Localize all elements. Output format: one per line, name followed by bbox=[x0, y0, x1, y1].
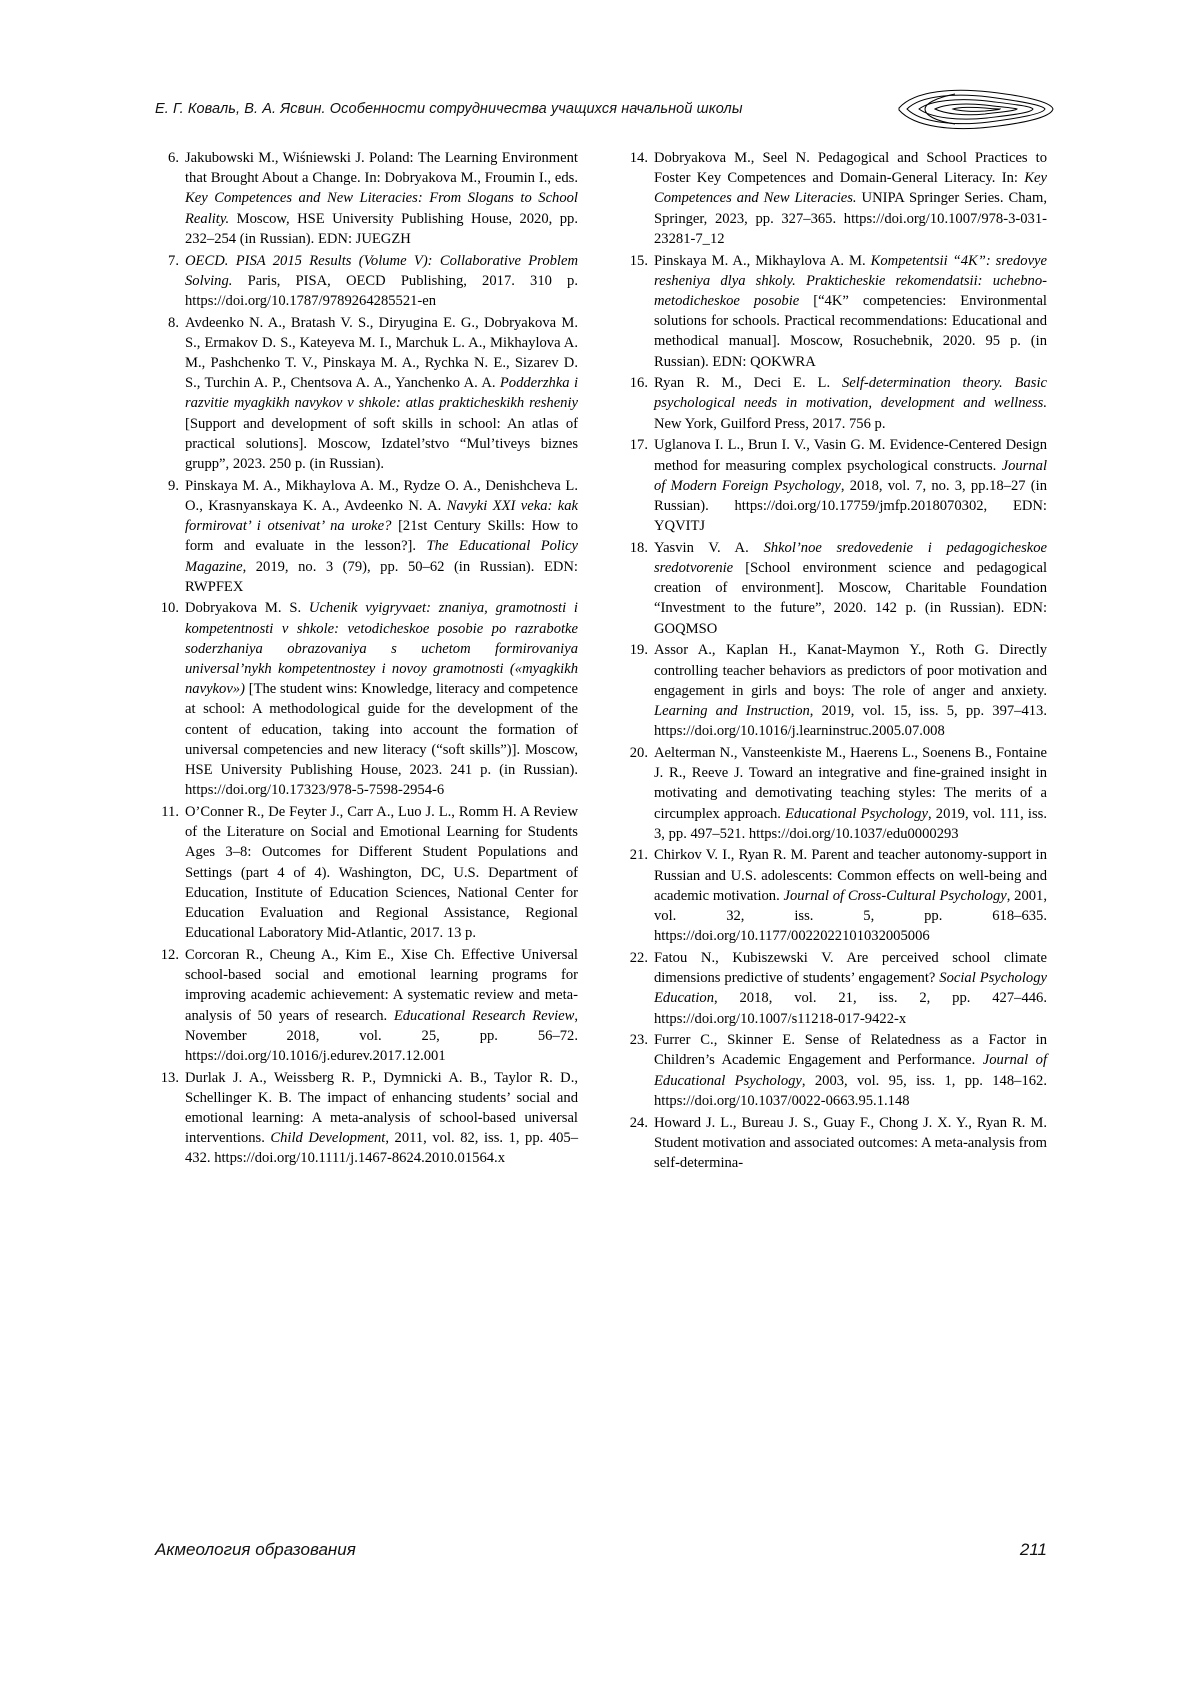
reference-text bbox=[654, 540, 1047, 637]
reference-number: 16. bbox=[629, 375, 648, 392]
reference-number: 14. bbox=[629, 150, 648, 166]
reference-text-segment: , 2018, vol. 21, iss. 2, pp. 427–446. https://doi.org/10.1007/s11218-017-9422-x bbox=[654, 990, 1047, 1027]
reference-text-segment: Avdeenko N. A., Bratash V. S., Diryugina E. G., Dobryakova M. S., Ermakov D. S., Kateyeva M. I., Marchuk L. A., Mikhaylova A. M., Pashchenko T. V., Pinskaya M. A., Rychka N. E., Sizarev D. S., Turchin A. P., Chentsova A. A., Yanchenko A. A. bbox=[185, 314, 578, 392]
reference-number: 23. bbox=[629, 1032, 648, 1049]
reference-text bbox=[185, 150, 578, 247]
reference-text bbox=[654, 950, 1047, 1027]
reference-list-right bbox=[624, 148, 1047, 1173]
reference-item bbox=[624, 1113, 1047, 1174]
reference-text-segment: Jakubowski M., Wiśniewski J. Poland: The Learning Environment that Brought About a Change. In: Dobryakova M., Froumin I., eds. bbox=[185, 150, 578, 187]
reference-text bbox=[654, 375, 1047, 431]
reference-text-segment: , 2001, vol. 32, iss. 5, pp. 618–635. https://doi.org/10.1177/0022022101032005006 bbox=[654, 887, 1047, 945]
reference-item bbox=[624, 148, 1047, 249]
reference-text bbox=[654, 150, 1047, 247]
reference-item bbox=[155, 945, 578, 1066]
reference-item bbox=[624, 640, 1047, 741]
reference-item bbox=[624, 538, 1047, 639]
reference-title-italic: Self-determination theory. Basic psychological needs in motivation, development and wellness. bbox=[654, 375, 1047, 412]
reference-text bbox=[185, 1070, 578, 1167]
reference-title-italic: Child Development bbox=[270, 1130, 386, 1147]
reference-item bbox=[624, 1030, 1047, 1111]
reference-text-segment: Fatou N., Kubiszewski V. Are perceived school climate dimensions predictive of students’ engagement? bbox=[654, 949, 1047, 987]
reference-text-segment: , 2011, vol. 82, iss. 1, pp. 405–432. https://doi.org/10.1111/j.1467-8624.2010.01564.x bbox=[185, 1130, 579, 1167]
reference-item bbox=[624, 251, 1047, 372]
reference-text-segment: Paris, PISA, OECD Publishing, 2017. 310 p. https://doi.org/10.1787/9789264285521-en bbox=[185, 272, 578, 309]
reference-title-italic: Learning and Instruction bbox=[654, 702, 810, 719]
reference-title-italic: Journal of Educational Psychology bbox=[654, 1052, 1047, 1089]
reference-item bbox=[155, 1068, 578, 1169]
reference-number: 12. bbox=[160, 946, 179, 963]
reference-text-segment: O’Conner R., De Feyter J., Carr A., Luo J. L., Romm H. A Review of the Literature on Social and Emotional Learning for Students Ages 3–8: Outcomes for Different Student Populations and Settings (part 4 of 4). Washington, DC, U.S. Department of Education, Institute of Education Sciences, National Center for Education Evaluation and Regional Assistance, Regional Educational Laboratory Mid-Atlantic, 2017. 13 p. bbox=[185, 804, 578, 942]
reference-title-italic: Kompetentsii “4K”: sredovye resheniya dlya shkoly. Prakticheskie rekomendatsii: uchebno-metodicheskoe posobie bbox=[654, 252, 1047, 309]
reference-text-segment: Moscow, HSE University Publishing House, 2020, pp. 232–254 (in Russian). EDN: JUEGZH bbox=[185, 210, 578, 247]
reference-number: 11. bbox=[161, 804, 179, 820]
reference-title-italic: Podderzhka i razvitie myagkikh navykov v shkole: atlas prakticheskikh resheniy bbox=[185, 375, 579, 412]
reference-text-segment: , 2019, vol. 111, iss. 3, pp. 497–521. https://doi.org/10.1037/edu0000293 bbox=[654, 805, 1047, 842]
reference-text-segment: Dobryakova M., Seel N. Pedagogical and School Practices to Foster Key Competences and Domain-General Literacy. In: bbox=[654, 150, 1047, 187]
reference-item bbox=[155, 251, 578, 312]
reference-text-segment: New York, Guilford Press, 2017. 756 p. bbox=[654, 415, 886, 432]
reference-number: 18. bbox=[629, 539, 648, 556]
footer-journal-name: Акмеология образования bbox=[155, 1540, 356, 1559]
reference-title-italic: Key Competences and New Literacies: From Slogans to School Reality. bbox=[185, 190, 578, 227]
reference-number: 7. bbox=[168, 252, 179, 269]
reference-text-segment: [The student wins: Knowledge, literacy and competence at school: A methodological guide for the development of the content of education, taking into account the formation of universal competencies and new literacy (“soft skills”)]. Moscow, HSE University Publishing House, 2023. 241 p. (in Russian). https://doi.org/10.17323/978-5-7598-2954-6 bbox=[185, 681, 578, 799]
running-head-title: Е. Г. Коваль, В. А. Ясвин. Особенности сотрудничества учащихся начальной школы bbox=[155, 101, 743, 117]
reference-number: 15. bbox=[629, 252, 648, 269]
reference-text-segment: Pinskaya M. A., Mikhaylova A. M., Rydze O. A., Denishcheva L. O., Krasnyanskaya K. A., Avdeenko N. A. bbox=[185, 477, 578, 514]
reference-number: 19. bbox=[629, 642, 648, 659]
reference-text-segment: Howard J. L., Bureau J. S., Guay F., Chong J. X. Y., Ryan R. M. Student motivation and associated outcomes: A meta-analysis from self-determina- bbox=[654, 1114, 1047, 1171]
page-footer bbox=[155, 1540, 1047, 1560]
reference-number: 20. bbox=[629, 744, 648, 761]
reference-number: 17. bbox=[629, 437, 648, 454]
reference-title-italic: Social Psychology Education bbox=[654, 970, 1047, 1007]
reference-title-italic: Navyki XXI veka: kak formirovat’ i otsenivat’ na uroke? bbox=[185, 497, 579, 535]
reference-item bbox=[624, 948, 1047, 1029]
reference-text bbox=[185, 253, 578, 309]
reference-title-italic: Educational Research Review bbox=[393, 1007, 575, 1024]
reference-text bbox=[185, 478, 578, 595]
reference-title-italic: Uchenik vyigryvaet: znaniya, gramotnosti i kompetentnosti v shkole: vetodicheskoe posobie po razrabotke soderzhaniya obrazovaniya s uchetom formirovaniya universal’nykh kompetentnostey i novoy gramotnosti («myagkikh navykov») bbox=[185, 600, 578, 698]
reference-text bbox=[654, 1115, 1047, 1171]
reference-text bbox=[654, 745, 1047, 842]
reference-text bbox=[185, 804, 578, 941]
reference-text-segment: Pinskaya M. A., Mikhaylova A. M. bbox=[654, 252, 871, 269]
reference-item bbox=[155, 802, 578, 943]
reference-text-segment: , 2003, vol. 95, iss. 1, pp. 148–162. https://doi.org/10.1037/0022-0663.95.1.148 bbox=[654, 1072, 1047, 1109]
reference-title-italic: Educational Psychology bbox=[785, 805, 928, 822]
reference-number: 13. bbox=[160, 1069, 179, 1086]
reference-columns bbox=[155, 148, 1047, 1175]
reference-text bbox=[185, 600, 578, 798]
reference-text-segment: Dobryakova M. S. bbox=[185, 600, 309, 617]
reference-text-segment: Chirkov V. I., Ryan R. M. Parent and teacher autonomy-support in Russian and U.S. adolescents: Common effects on well-being and academic motivation. bbox=[654, 847, 1047, 904]
reference-text-segment: , 2018, vol. 7, no. 3, pp.18–27 (in Russian). https://doi.org/10.17759/jmfp.2018070302, EDN: YQVITJ bbox=[654, 477, 1047, 535]
reference-column-left bbox=[155, 148, 578, 1175]
running-head bbox=[155, 88, 1055, 130]
reference-text-segment: Corcoran R., Cheung A., Kim E., Xise Ch. Effective Universal school-based social and emotional learning programs for improving academic achievement: A systematic review and meta-analysis of 50 years of research. bbox=[185, 946, 578, 1024]
reference-text-segment: [21st Century Skills: How to form and evaluate in the lesson?]. bbox=[185, 518, 578, 555]
reference-item bbox=[155, 598, 578, 800]
reference-number: 24. bbox=[629, 1114, 648, 1131]
reference-title-italic: The Educational Policy Magazine bbox=[185, 538, 578, 575]
reference-item bbox=[624, 743, 1047, 844]
reference-text-segment: [Support and development of soft skills in school: An atlas of practical solutions]. Moscow, Izdatel’stvo “Mul’tiveys biznes grupp”, 2023. 250 p. (in Russian). bbox=[185, 415, 578, 473]
decorative-swirl-ornament bbox=[895, 88, 1055, 130]
reference-item bbox=[624, 373, 1047, 434]
reference-number: 21. bbox=[629, 847, 648, 864]
reference-title-italic: Key Competences and New Literacies. bbox=[654, 170, 1047, 207]
reference-text-segment: Yasvin V. A. bbox=[654, 539, 764, 556]
reference-title-italic: Shkol’noe sredovedenie i pedagogicheskoe sredotvorenie bbox=[654, 539, 1047, 577]
reference-text bbox=[185, 947, 578, 1064]
reference-text-segment: , 2019, vol. 15, iss. 5, pp. 397–413. https://doi.org/10.1016/j.learninstruc.2005.07.008 bbox=[654, 702, 1047, 740]
reference-text-segment: , November 2018, vol. 25, pp. 56–72. https://doi.org/10.1016/j.edurev.2017.12.001 bbox=[185, 1007, 578, 1064]
reference-title-italic: Journal of Modern Foreign Psychology bbox=[654, 457, 1047, 494]
reference-text-segment: [“4K” competencies: Environmental solutions for schools. Practical recommendations: Educational and methodical manual]. Moscow, Rosuchebnik, 2020. 95 p. (in Russian). EDN: QOKWRA bbox=[654, 292, 1047, 370]
reference-text-segment: , 2019, no. 3 (79), pp. 50–62 (in Russian). EDN: RWPFEX bbox=[185, 558, 578, 595]
reference-number: 6. bbox=[168, 150, 179, 166]
reference-column-right bbox=[624, 148, 1047, 1175]
reference-text bbox=[654, 1032, 1047, 1109]
reference-text bbox=[654, 847, 1047, 944]
reference-text-segment: Durlak J. A., Weissberg R. P., Dymnicki A. B., Taylor R. D., Schellinger K. B. The impact of enhancing students’ social and emotional learning: A meta-analysis of school-based universal interventions. bbox=[185, 1069, 578, 1147]
reference-text-segment: Furrer C., Skinner E. Sense of Relatedness as a Factor in Children’s Academic Engagement and Performance. bbox=[654, 1032, 1047, 1069]
reference-text-segment: UNIPA Springer Series. Cham, Springer, 2023, pp. 327–365. https://doi.org/10.1007/978-3-031-23281-7_12 bbox=[654, 190, 1047, 247]
footer-page-number: 211 bbox=[1019, 1540, 1047, 1559]
reference-text bbox=[654, 253, 1047, 370]
reference-item bbox=[155, 476, 578, 597]
reference-number: 9. bbox=[168, 477, 179, 494]
reference-text bbox=[185, 315, 578, 472]
reference-text-segment: Assor A., Kaplan H., Kanat-Maymon Y., Roth G. Directly controlling teacher behaviors as predictors of poor motivation and engagement in girls and boys: The role of anger and anxiety. bbox=[654, 642, 1047, 699]
reference-text-segment: Ryan R. M., Deci E. L. bbox=[654, 375, 842, 392]
reference-item bbox=[155, 148, 578, 249]
reference-title-italic: Journal of Cross-Cultural Psychology bbox=[783, 887, 1007, 904]
reference-text-segment: Uglanova I. L., Brun I. V., Vasin G. M. Evidence-Centered Design method for measuring complex psychological constructs. bbox=[654, 437, 1047, 474]
reference-item bbox=[624, 435, 1047, 536]
reference-text-segment: Aelterman N., Vansteenkiste M., Haerens L., Soenens B., Fontaine J. R., Reeve J. Toward an integrative and fine-grained insight in motivating and demotivating teaching styles: The merits of a circumplex approach. bbox=[654, 744, 1047, 822]
reference-item bbox=[624, 845, 1047, 946]
reference-number: 10. bbox=[160, 600, 179, 617]
reference-text-segment: [School environment science and pedagogical creation of environment]. Moscow, Charitable Foundation “Investment to the future”, 2020. 142 p. (in Russian). EDN: GOQMSO bbox=[654, 560, 1047, 637]
reference-item bbox=[155, 313, 578, 475]
reference-text bbox=[654, 437, 1047, 534]
reference-number: 8. bbox=[168, 314, 179, 331]
reference-title-italic: OECD. PISA 2015 Results (Volume V): Collaborative Problem Solving. bbox=[185, 252, 578, 289]
reference-text bbox=[654, 642, 1047, 739]
reference-number: 22. bbox=[629, 949, 648, 966]
reference-list-left bbox=[155, 148, 578, 1169]
